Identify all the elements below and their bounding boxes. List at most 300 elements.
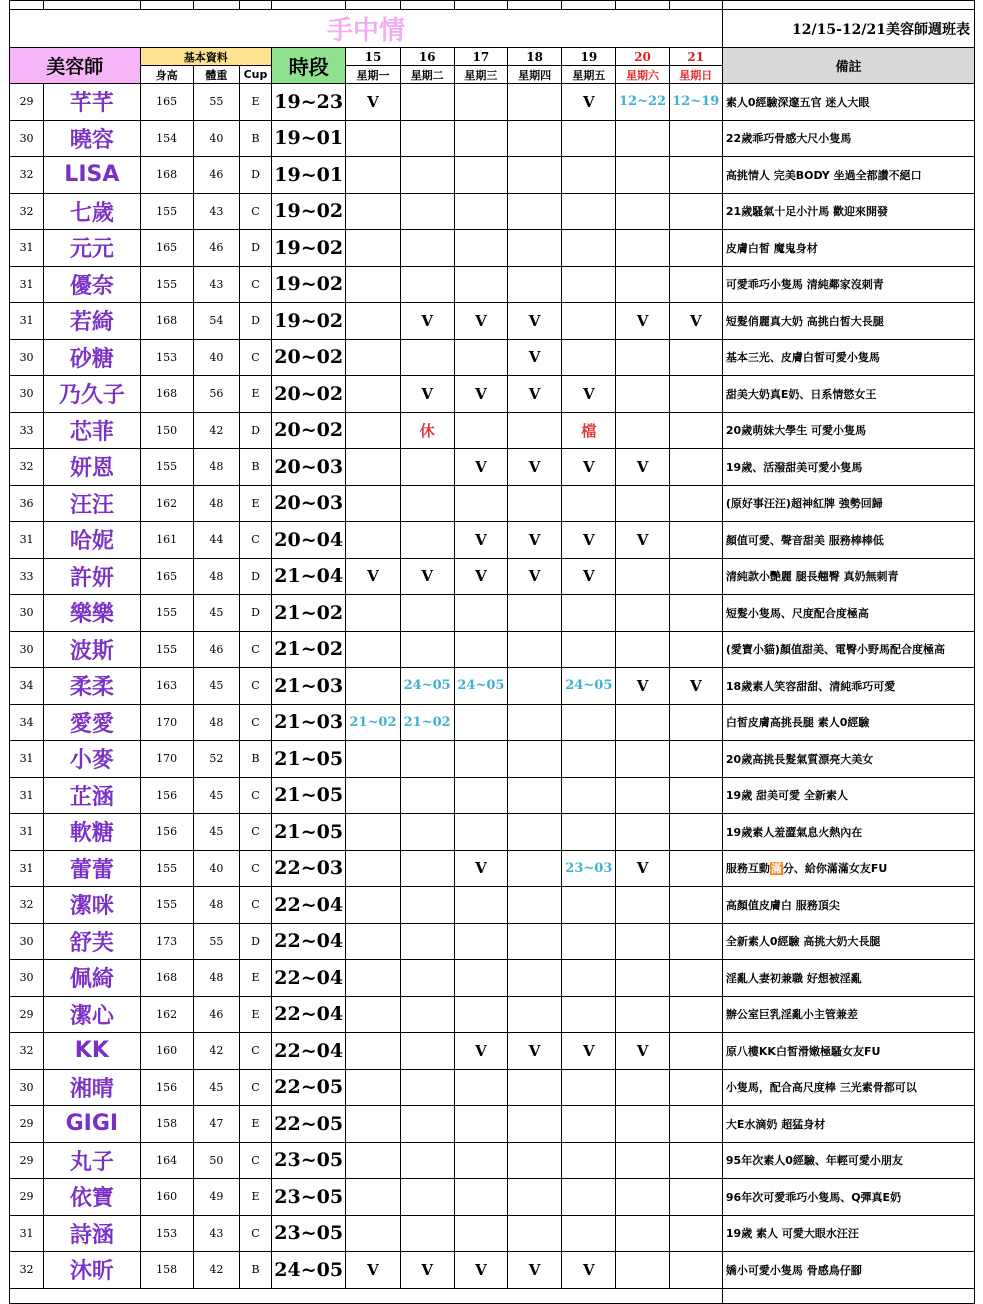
- weight-cell: 42: [193, 412, 239, 449]
- note-cell: 基本三光、皮膚白皙可愛小隻馬: [722, 339, 974, 376]
- top-edge-row: [10, 1, 975, 10]
- time-slot-header: 時段: [272, 48, 346, 84]
- note-cell: 小隻馬，配合高尺度棒 三光素骨都可以: [722, 1069, 974, 1106]
- note-cell: 19歲 甜美可愛 全新素人: [722, 777, 974, 814]
- day-cell: [454, 777, 507, 814]
- height-header: 身高: [140, 66, 193, 84]
- day-cell: [562, 1106, 616, 1143]
- day-cell: V: [454, 449, 507, 486]
- cup-header: Cup: [239, 66, 271, 84]
- day-cell: V: [616, 850, 669, 887]
- table-row: [10, 1033, 975, 1070]
- day-cell: [508, 230, 562, 267]
- time-slot-cell: 22~04: [272, 887, 346, 924]
- day-cell: [669, 157, 722, 194]
- weight-cell: 49: [193, 1179, 239, 1216]
- day-cell: V: [508, 376, 562, 413]
- table-row: [10, 266, 975, 303]
- schedule-table: [9, 0, 975, 1304]
- table-row: [10, 960, 975, 997]
- weight-cell: 45: [193, 668, 239, 705]
- height-cell: 168: [140, 960, 193, 997]
- cup-cell: D: [239, 303, 271, 340]
- bottom-edge-row: [10, 1288, 975, 1303]
- row-number: 31: [10, 230, 44, 267]
- note-cell: 原八樓KK白皙滑嫩極騷女友FU: [722, 1033, 974, 1070]
- day-cell: 休: [400, 412, 454, 449]
- day-cell: [400, 157, 454, 194]
- row-number: 32: [10, 157, 44, 194]
- cosmetologist-name: 汪汪: [44, 485, 140, 522]
- day-cell: [616, 193, 669, 230]
- day-cell: [616, 1142, 669, 1179]
- note-cell: 皮膚白皙 魔鬼身材: [722, 230, 974, 267]
- row-number: 31: [10, 777, 44, 814]
- day-cell: [346, 339, 400, 376]
- day-cell: [346, 996, 400, 1033]
- table-row: [10, 814, 975, 851]
- day-cell: V: [454, 558, 507, 595]
- table-row: [10, 1069, 975, 1106]
- day-cell: [400, 449, 454, 486]
- day-cell: [454, 1179, 507, 1216]
- time-slot-cell: 19~01: [272, 157, 346, 194]
- day-cell: [562, 777, 616, 814]
- row-number: 34: [10, 668, 44, 705]
- day-cell: V: [346, 558, 400, 595]
- day-cell: [346, 193, 400, 230]
- day-cell: [616, 120, 669, 157]
- table-row: [10, 923, 975, 960]
- day-cell: [400, 777, 454, 814]
- day-cell: [400, 996, 454, 1033]
- row-number: 33: [10, 412, 44, 449]
- cosmetologist-name: 佩綺: [44, 960, 140, 997]
- day-cell: [616, 887, 669, 924]
- note-cell: 高顏值皮膚白 服務頂尖: [722, 887, 974, 924]
- day-cell: [346, 230, 400, 267]
- time-slot-cell: 21~05: [272, 777, 346, 814]
- day-cell: [508, 960, 562, 997]
- height-cell: 150: [140, 412, 193, 449]
- cosmetologist-name: 若綺: [44, 303, 140, 340]
- weight-cell: 50: [193, 1142, 239, 1179]
- day-cell: [346, 266, 400, 303]
- table-row: [10, 887, 975, 924]
- day-cell: [616, 1106, 669, 1143]
- day-cell: [400, 1142, 454, 1179]
- day-cell: [508, 84, 562, 121]
- day-cell: [346, 1215, 400, 1252]
- day-cell: [669, 558, 722, 595]
- weight-cell: 40: [193, 850, 239, 887]
- day-cell: [562, 704, 616, 741]
- cosmetologist-name: 優奈: [44, 266, 140, 303]
- row-number: 31: [10, 1215, 44, 1252]
- day-cell: [346, 1106, 400, 1143]
- note-cell: 20歲萌妹大學生 可愛小隻馬: [722, 412, 974, 449]
- weight-cell: 52: [193, 741, 239, 778]
- day-cell: [616, 558, 669, 595]
- day-cell: [454, 266, 507, 303]
- day-cell: [562, 193, 616, 230]
- table-row: [10, 376, 975, 413]
- day-cell: [508, 595, 562, 632]
- notes-header: 備註: [722, 48, 974, 84]
- header-row-1: [10, 48, 975, 66]
- day-cell: [562, 923, 616, 960]
- day-cell: V: [346, 1252, 400, 1289]
- day-cell: V: [562, 376, 616, 413]
- table-row: [10, 339, 975, 376]
- day-cell: [400, 1069, 454, 1106]
- time-slot-cell: 21~02: [272, 595, 346, 632]
- day-cell: 24~05: [454, 668, 507, 705]
- day-cell: [400, 266, 454, 303]
- day-cell: [400, 193, 454, 230]
- day-cell: [562, 1142, 616, 1179]
- table-row: [10, 412, 975, 449]
- day-cell: [400, 814, 454, 851]
- day-cell: [616, 485, 669, 522]
- cup-cell: C: [239, 339, 271, 376]
- cosmetologist-name: 潔咪: [44, 887, 140, 924]
- weight-cell: 46: [193, 631, 239, 668]
- day-cell: [346, 120, 400, 157]
- day-cell: [508, 412, 562, 449]
- cosmetologist-name: 樂樂: [44, 595, 140, 632]
- table-row: [10, 193, 975, 230]
- cosmetologist-header: 美容師: [10, 48, 141, 84]
- note-cell: 白皙皮膚高挑長腿 素人0經驗: [722, 704, 974, 741]
- day-cell: [346, 485, 400, 522]
- day-cell: [669, 230, 722, 267]
- time-slot-cell: 19~02: [272, 303, 346, 340]
- table-row: [10, 631, 975, 668]
- day-cell: [346, 303, 400, 340]
- day-cell: [346, 449, 400, 486]
- day-cell: [508, 668, 562, 705]
- cosmetologist-name: 七歲: [44, 193, 140, 230]
- day-cell: V: [508, 1252, 562, 1289]
- cosmetologist-name: 舒芙: [44, 923, 140, 960]
- weight-cell: 55: [193, 923, 239, 960]
- day-cell: [562, 960, 616, 997]
- day-cell: [616, 412, 669, 449]
- day-cell: [508, 814, 562, 851]
- time-slot-cell: 21~02: [272, 631, 346, 668]
- time-slot-cell: 20~03: [272, 449, 346, 486]
- day-cell: [454, 339, 507, 376]
- cosmetologist-name: 乃久子: [44, 376, 140, 413]
- cup-cell: C: [239, 1033, 271, 1070]
- weekday-thu: 星期四: [508, 66, 562, 84]
- day-cell: [508, 741, 562, 778]
- day-cell: [346, 1033, 400, 1070]
- weight-cell: 48: [193, 960, 239, 997]
- day-cell: 12~19: [669, 84, 722, 121]
- day-cell: [508, 1106, 562, 1143]
- row-number: 30: [10, 376, 44, 413]
- table-row: [10, 996, 975, 1033]
- table-row: [10, 120, 975, 157]
- note-cell: 短髮小隻馬、尺度配合度極高: [722, 595, 974, 632]
- day-cell: [669, 595, 722, 632]
- cup-cell: E: [239, 1179, 271, 1216]
- cosmetologist-name: 芯菲: [44, 412, 140, 449]
- time-slot-cell: 22~05: [272, 1106, 346, 1143]
- day-cell: [454, 923, 507, 960]
- cup-cell: C: [239, 668, 271, 705]
- day-cell: [454, 960, 507, 997]
- day-cell: [454, 230, 507, 267]
- table-row: [10, 303, 975, 340]
- day-cell: 23~03: [562, 850, 616, 887]
- cup-cell: D: [239, 558, 271, 595]
- cup-cell: D: [239, 230, 271, 267]
- height-cell: 165: [140, 230, 193, 267]
- time-slot-cell: 19~02: [272, 193, 346, 230]
- cup-cell: E: [239, 376, 271, 413]
- row-number: 30: [10, 923, 44, 960]
- day-cell: V: [508, 303, 562, 340]
- weight-cell: 42: [193, 1033, 239, 1070]
- day-cell: [400, 230, 454, 267]
- note-cell: 22歲乖巧骨感大尺小隻馬: [722, 120, 974, 157]
- cup-cell: C: [239, 777, 271, 814]
- day-cell: 12~22: [616, 84, 669, 121]
- row-number: 32: [10, 887, 44, 924]
- day-cell: [669, 522, 722, 559]
- day-cell: [508, 1069, 562, 1106]
- day-cell: V: [454, 303, 507, 340]
- cup-cell: D: [239, 157, 271, 194]
- day-cell: 21~02: [400, 704, 454, 741]
- time-slot-cell: 22~04: [272, 960, 346, 997]
- weight-cell: 44: [193, 522, 239, 559]
- note-text: 服務互動: [725, 862, 770, 876]
- day-cell: [400, 120, 454, 157]
- row-number: 30: [10, 595, 44, 632]
- day-cell: [669, 449, 722, 486]
- time-slot-cell: 21~05: [272, 741, 346, 778]
- hot-badge: 滿: [770, 862, 782, 876]
- table-row: [10, 157, 975, 194]
- cup-cell: E: [239, 485, 271, 522]
- day-cell: [616, 595, 669, 632]
- time-slot-cell: 21~04: [272, 558, 346, 595]
- day-cell: [562, 120, 616, 157]
- day-cell: [616, 1215, 669, 1252]
- day-cell: 檔: [562, 412, 616, 449]
- day-cell: [346, 376, 400, 413]
- cosmetologist-name: 小麥: [44, 741, 140, 778]
- cosmetologist-name: 沐昕: [44, 1252, 140, 1289]
- day-cell: [669, 777, 722, 814]
- day-cell: [616, 960, 669, 997]
- weight-cell: 45: [193, 595, 239, 632]
- day-cell: [508, 704, 562, 741]
- day-cell: [400, 1179, 454, 1216]
- table-row: [10, 1142, 975, 1179]
- day-cell: [562, 887, 616, 924]
- day-cell: [562, 339, 616, 376]
- day-cell: V: [562, 449, 616, 486]
- time-slot-cell: 19~23: [272, 84, 346, 121]
- day-cell: 24~05: [400, 668, 454, 705]
- day-cell: [400, 84, 454, 121]
- height-cell: 170: [140, 741, 193, 778]
- weight-cell: 40: [193, 339, 239, 376]
- height-cell: 153: [140, 339, 193, 376]
- time-slot-cell: 19~01: [272, 120, 346, 157]
- date-15: 15: [346, 48, 400, 66]
- cosmetologist-name: 曉容: [44, 120, 140, 157]
- time-slot-cell: 20~03: [272, 485, 346, 522]
- day-cell: [454, 1142, 507, 1179]
- height-cell: 154: [140, 120, 193, 157]
- day-cell: [562, 1215, 616, 1252]
- day-cell: [454, 704, 507, 741]
- brand-watermark: 手中情: [10, 10, 723, 48]
- time-slot-cell: 23~05: [272, 1179, 346, 1216]
- height-cell: 155: [140, 266, 193, 303]
- day-cell: [400, 595, 454, 632]
- weight-cell: 45: [193, 777, 239, 814]
- day-cell: [508, 631, 562, 668]
- cosmetologist-name: 柔柔: [44, 668, 140, 705]
- table-row: [10, 558, 975, 595]
- cup-cell: C: [239, 1069, 271, 1106]
- day-cell: [669, 1179, 722, 1216]
- height-cell: 161: [140, 522, 193, 559]
- day-cell: [454, 193, 507, 230]
- height-cell: 162: [140, 485, 193, 522]
- note-cell: 辦公室巨乳淫亂小主管兼差: [722, 996, 974, 1033]
- row-number: 30: [10, 120, 44, 157]
- row-number: 32: [10, 1033, 44, 1070]
- table-row: [10, 668, 975, 705]
- day-cell: [346, 887, 400, 924]
- height-cell: 168: [140, 303, 193, 340]
- row-number: 29: [10, 996, 44, 1033]
- note-cell: [722, 850, 974, 887]
- cup-cell: E: [239, 1106, 271, 1143]
- cosmetologist-name: 軟糖: [44, 814, 140, 851]
- day-cell: [669, 485, 722, 522]
- day-cell: [346, 814, 400, 851]
- day-cell: [616, 996, 669, 1033]
- day-cell: [400, 339, 454, 376]
- day-cell: [616, 230, 669, 267]
- day-cell: [616, 157, 669, 194]
- day-cell: [616, 814, 669, 851]
- day-cell: V: [454, 376, 507, 413]
- height-cell: 155: [140, 193, 193, 230]
- day-cell: V: [562, 558, 616, 595]
- day-cell: [669, 850, 722, 887]
- cup-cell: C: [239, 522, 271, 559]
- height-cell: 160: [140, 1033, 193, 1070]
- day-cell: [669, 960, 722, 997]
- cosmetologist-name: KK: [44, 1033, 140, 1070]
- day-cell: [454, 595, 507, 632]
- weekday-mon: 星期一: [346, 66, 400, 84]
- cosmetologist-name: 潔心: [44, 996, 140, 1033]
- row-number: 34: [10, 704, 44, 741]
- day-cell: [454, 1215, 507, 1252]
- day-cell: V: [562, 84, 616, 121]
- cosmetologist-name: 砂糖: [44, 339, 140, 376]
- day-cell: [669, 1069, 722, 1106]
- day-cell: [562, 303, 616, 340]
- day-cell: V: [562, 1033, 616, 1070]
- cosmetologist-name: GIGI: [44, 1106, 140, 1143]
- height-cell: 168: [140, 376, 193, 413]
- day-cell: V: [400, 376, 454, 413]
- row-number: 30: [10, 1069, 44, 1106]
- time-slot-cell: 20~02: [272, 339, 346, 376]
- row-number: 30: [10, 960, 44, 997]
- title-row: [10, 10, 975, 48]
- time-slot-cell: 20~02: [272, 412, 346, 449]
- day-cell: [454, 84, 507, 121]
- note-cell: 95年次素人0經驗、年輕可愛小朋友: [722, 1142, 974, 1179]
- basic-info-header: 基本資料: [140, 48, 272, 66]
- row-number: 32: [10, 193, 44, 230]
- cup-cell: C: [239, 887, 271, 924]
- cosmetologist-name: 芊芊: [44, 84, 140, 121]
- day-cell: [508, 777, 562, 814]
- weight-cell: 48: [193, 558, 239, 595]
- weight-cell: 47: [193, 1106, 239, 1143]
- weight-cell: 40: [193, 120, 239, 157]
- day-cell: V: [400, 558, 454, 595]
- date-21: 21: [669, 48, 722, 66]
- day-cell: [508, 887, 562, 924]
- height-cell: 160: [140, 1179, 193, 1216]
- date-18: 18: [508, 48, 562, 66]
- day-cell: [562, 266, 616, 303]
- cup-cell: B: [239, 1252, 271, 1289]
- row-number: 31: [10, 522, 44, 559]
- day-cell: [346, 960, 400, 997]
- day-cell: [508, 193, 562, 230]
- weight-cell: 46: [193, 996, 239, 1033]
- day-cell: [508, 1215, 562, 1252]
- weight-cell: 54: [193, 303, 239, 340]
- height-cell: 165: [140, 558, 193, 595]
- table-row: [10, 1179, 975, 1216]
- height-cell: 158: [140, 1106, 193, 1143]
- date-16: 16: [400, 48, 454, 66]
- day-cell: [346, 777, 400, 814]
- cosmetologist-name: 愛愛: [44, 704, 140, 741]
- cup-cell: B: [239, 449, 271, 486]
- day-cell: [562, 741, 616, 778]
- weight-cell: 46: [193, 157, 239, 194]
- date-20: 20: [616, 48, 669, 66]
- height-cell: 162: [140, 996, 193, 1033]
- day-cell: [346, 923, 400, 960]
- note-cell: 21歲騷氣十足小汁馬 歡迎來開發: [722, 193, 974, 230]
- day-cell: V: [454, 1033, 507, 1070]
- day-cell: [400, 1215, 454, 1252]
- weekday-tue: 星期二: [400, 66, 454, 84]
- cosmetologist-name: 蕾蕾: [44, 850, 140, 887]
- cup-cell: C: [239, 631, 271, 668]
- note-cell: 素人0經驗深邃五官 迷人大眼: [722, 84, 974, 121]
